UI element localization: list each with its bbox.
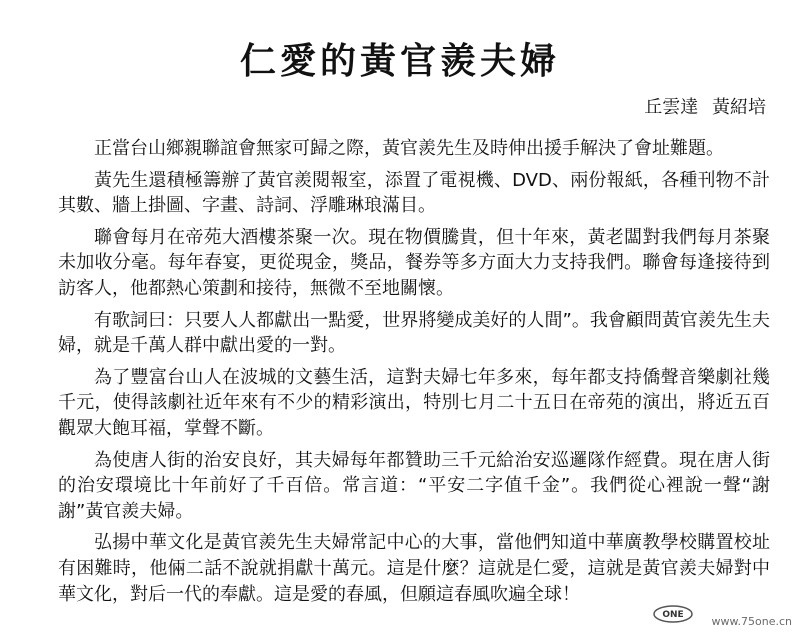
paragraph: 黃先生還積極籌辦了黃官羨閱報室，添置了電視機、DVD、兩份報紙，各種刊物不計其數、牆上掛圖、字畫、詩詞、浮雕琳琅滿目。	[58, 169, 770, 217]
paragraph: 有歌詞曰：只要人人都獻出一點愛，世界將變成美好的人間”。我會顧問黃官羨先生夫婦，就是千萬人群中獻出愛的一對。	[58, 309, 770, 357]
author-byline: 丘雲達 黃紹培	[644, 97, 766, 118]
site-watermark: www.75one.cn	[711, 615, 792, 628]
paragraph: 為使唐人街的治安良好，其夫婦每年都贊助三千元給治安巡邏隊作經費。現在唐人街的治安環境比十年前好了千百倍。常言道：“平安二字值千金”。我們從心裡說一聲“謝謝”黃官羨夫婦。	[58, 449, 770, 522]
site-logo-icon	[652, 602, 694, 624]
paragraph: 弘揚中華文化是黃官羨先生夫婦常記中心的大事，當他們知道中華廣教學校購置校址有困難時，他倆二話不說就捐獻十萬元。這是什麼？這就是仁愛，這就是黃官羨夫婦對中華文化，對后一代的奉獻。這是愛的春風，但願這春風吹遍全球！	[58, 532, 770, 605]
paragraph: 正當台山鄉親聯誼會無家可歸之際，黃官羨先生及時伸出援手解決了會址難題。	[94, 138, 724, 159]
article-body	[58, 136, 770, 613]
paragraph: 聯會每月在帝苑大酒樓茶聚一次。現在物價騰貴，但十年來，黃老闆對我們每月茶聚未加收分毫。每年春宴，更從現金，獎品，餐券等多方面大力支持我們。聯會每逢接待到訪客人，他都熱心策劃和接待，無微不至地關懷。	[58, 226, 770, 299]
article-title: 仁愛的黃官羨夫婦	[239, 41, 560, 82]
paragraph: 為了豐富台山人在波城的文藝生活，這對夫婦七年多來，每年都支持僑聲音樂劇社幾千元，使得該劇社近年來有不少的精彩演出，特別七月二十五日在帝苑的演出，將近五百觀眾大飽耳福，掌聲不斷。	[58, 366, 770, 439]
logo-text: ONE	[662, 610, 684, 620]
